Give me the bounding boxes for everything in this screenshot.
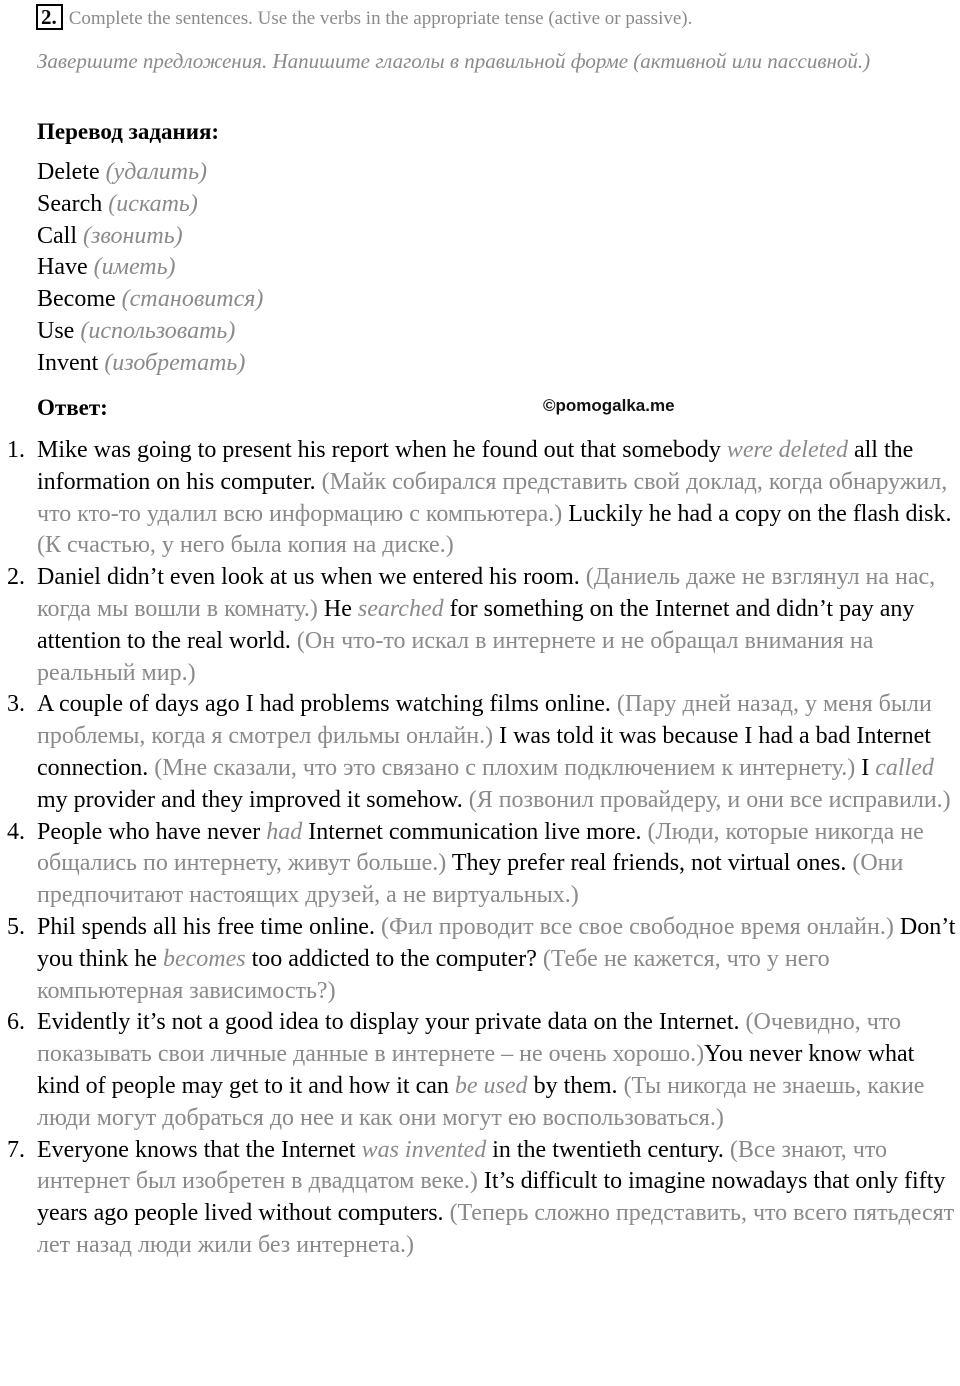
sentence-text: Everyone knows that the Internet	[37, 1136, 362, 1163]
russian-translation: (Даниель даже не взглянул на нас, когда мы вошли в комнату.)	[37, 564, 936, 622]
vocab-ru: (изобретать)	[104, 349, 246, 376]
sentence-text: I	[855, 754, 876, 781]
translation-heading: Перевод задания:	[37, 119, 220, 144]
answer-item	[0, 1007, 960, 1134]
answer-item	[0, 817, 960, 912]
sentence-text: People who have never	[37, 818, 267, 845]
task-instruction-ru: Завершите предложения. Напишите глаголы в правильной форме (активной или пассивной.)	[37, 49, 871, 73]
sentence-text: Luckily he had a copy on the flash disk.	[562, 500, 952, 527]
sentence-text: I was told it was because I had a bad Internet connection.	[37, 723, 931, 781]
russian-translation: (Очевидно, что показывать свои личные данные в интернете – не очень хорошо.)	[37, 1009, 902, 1068]
vocab-en: Invent	[37, 349, 99, 376]
vocab-item	[37, 221, 263, 253]
answer-item	[0, 435, 960, 562]
sentence-text: He	[317, 595, 358, 622]
sentence-text: Mike was going to present his report when he found out that somebody	[37, 437, 727, 463]
vocab-en: Use	[37, 317, 75, 344]
answer-verb: were deleted	[726, 437, 848, 463]
answer-item	[0, 562, 960, 689]
russian-translation: (Теперь сложно представить, что всего пятьдесят лет назад люди жили без интернета.)	[37, 1200, 955, 1258]
sentence-text: It’s difficult to imagine nowadays that only fifty years ago people lived without computers.	[37, 1168, 946, 1227]
sentence-text: Evidently it’s not a good idea to display your private data on the Internet.	[37, 1009, 746, 1036]
sentence-text: A couple of days ago I had problems watching films online.	[37, 691, 617, 718]
vocab-ru: (звонить)	[83, 222, 183, 249]
russian-translation: (Люди, которые никогда не общались по интернету, живут больше.)	[37, 818, 924, 877]
vocab-en: Call	[37, 222, 77, 249]
answer-number: 6.	[7, 1009, 25, 1036]
sentence-text: all the information on his computer.	[37, 437, 914, 495]
sentence-text: by them.	[527, 1072, 624, 1099]
answer-verb: be used	[454, 1072, 528, 1099]
vocab-item	[37, 252, 263, 284]
russian-translation: (Я позвонил провайдеру, и они все исправили.)	[468, 786, 951, 813]
russian-translation: (Они предпочитают настоящих друзей, а не виртуальных.)	[37, 850, 904, 909]
answer-item	[0, 689, 960, 816]
vocab-ru: (искать)	[108, 190, 198, 217]
vocab-ru: (использовать)	[80, 317, 236, 344]
answer-verb: searched	[357, 595, 444, 622]
russian-translation: (Фил проводит все свое свободное время онлайн.)	[380, 913, 894, 940]
vocab-ru: (иметь)	[93, 254, 176, 281]
watermark: ©pomogalka.me	[543, 396, 675, 415]
answer-verb: becomes	[163, 945, 246, 972]
sentence-text: for something on the Internet and didn’t pay any attention to the real world.	[37, 595, 915, 654]
answer-list	[0, 435, 960, 1262]
vocab-en: Become	[37, 286, 116, 313]
answer-number: 5.	[7, 913, 25, 940]
sentence-text: in the twentieth century.	[486, 1136, 730, 1163]
sentence-text: Daniel didn’t even look at us when we entered his room.	[37, 564, 586, 591]
sentence-text: Internet communication live more.	[302, 818, 648, 845]
answer-number: 1.	[7, 437, 25, 463]
sentence-text: Phil spends all his free time online.	[37, 913, 381, 940]
answer-item	[0, 1135, 960, 1262]
task-instruction-en: Complete the sentences. Use the verbs in the appropriate tense (active or passive).	[68, 8, 693, 29]
answer-item	[0, 912, 960, 1007]
russian-translation: (Ты никогда не знаешь, какие люди могут добраться до нее и как они могут ею воспользоваться.)	[37, 1072, 925, 1131]
vocab-item	[37, 157, 263, 189]
russian-translation: (Он что-то искал в интернете и не обращал внимания на реальный мир.)	[37, 627, 874, 686]
sentence-text: You never know what kind of people may get to it and how it can	[37, 1041, 915, 1099]
russian-translation: (Все знают, что интернет был изобретен в двадцатом веке.)	[37, 1136, 888, 1195]
vocab-item	[37, 189, 263, 221]
russian-translation: (Пару дней назад, у меня были проблемы, когда я смотрел фильмы онлайн.)	[37, 691, 932, 750]
answer-number: 2.	[7, 564, 25, 591]
russian-translation: (Мне сказали, что это связано с плохим подключением к интернету.)	[154, 754, 856, 781]
vocab-item	[37, 348, 263, 380]
sentence-text: They prefer real friends, not virtual ones.	[446, 850, 853, 877]
answer-number: 4.	[7, 818, 25, 845]
task-number-box: 2.	[36, 4, 63, 30]
answer-number: 3.	[7, 691, 25, 718]
sentence-text: too addicted to the computer?	[245, 945, 543, 972]
vocabulary-list	[37, 157, 263, 380]
russian-translation: (Майк собирался представить свой доклад, когда обнаружил, что кто-то удалил всю информацию с компьютера.)	[37, 468, 948, 527]
answer-verb: was invented	[361, 1136, 487, 1163]
vocab-item	[37, 316, 263, 348]
russian-translation: (К счастью, у него была копия на диске.)	[37, 532, 454, 559]
task-header	[36, 4, 692, 34]
answer-verb: had	[266, 818, 303, 845]
vocab-ru: (становится)	[121, 286, 264, 313]
sentence-text: Don’t you think he	[37, 913, 956, 972]
answer-number: 7.	[7, 1136, 25, 1163]
vocab-en: Search	[37, 190, 103, 217]
vocab-en: Have	[37, 254, 88, 281]
vocab-ru: (удалить)	[105, 159, 208, 185]
vocab-en: Delete	[37, 159, 100, 185]
answer-heading: Ответ:	[37, 395, 108, 420]
answer-verb: called	[875, 754, 934, 781]
sentence-text: my provider and they improved it somehow.	[37, 786, 469, 813]
vocab-item	[37, 284, 263, 316]
russian-translation: (Тебе не кажется, что у него компьютерная зависимость?)	[37, 945, 830, 1004]
